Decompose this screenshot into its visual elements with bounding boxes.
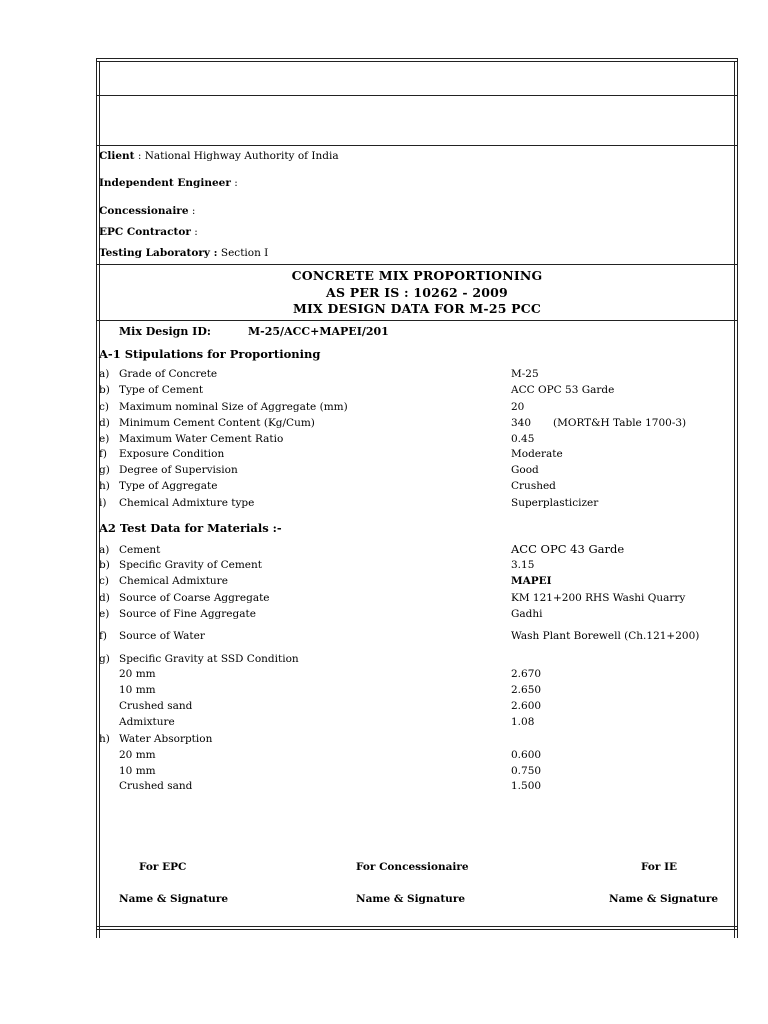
lab-label: Testing Laboratory : [99, 247, 218, 259]
border-left [96, 58, 97, 938]
a2-row-label: Source of Fine Aggregate [119, 608, 256, 620]
sig-epc-name: Name & Signature [119, 893, 229, 905]
client-value: National Highway Authority of India [144, 150, 339, 162]
a1-row-label: Chemical Admixture type [119, 497, 255, 509]
a1-row-key: d) [99, 417, 110, 429]
sg-item-label: Crushed sand [119, 700, 193, 712]
client-sep: : [134, 150, 145, 162]
engineer-sep: : [230, 177, 238, 189]
divider-4 [96, 320, 738, 321]
sg-key: g) [99, 653, 110, 665]
a1-row-value: 20 [511, 401, 525, 413]
sig-epc-label: For EPC [139, 861, 187, 873]
a1-row-value: 340 [511, 417, 532, 429]
heading-line-2: AS PER IS : 10262 - 2009 [326, 285, 508, 300]
wa-item-label: Crushed sand [119, 780, 193, 792]
border-right [737, 58, 738, 938]
a1-row-value: Moderate [511, 448, 563, 460]
section-a1-title: A-1 Stipulations for Proportioning [99, 347, 321, 361]
a1-row-key: g) [99, 464, 110, 476]
sg-item-value: 2.600 [511, 700, 542, 712]
a2-row-value: Wash Plant Borewell (Ch.121+200) [511, 630, 700, 642]
lab-value: Section I [217, 247, 269, 259]
a2-row-value: MAPEI [511, 575, 552, 587]
sg-label: Specific Gravity at SSD Condition [119, 653, 299, 665]
epc-line [99, 225, 198, 239]
border-top [96, 58, 738, 59]
mix-design-label: Mix Design ID: [119, 325, 211, 338]
mix-design-value: M-25/ACC+MAPEI/201 [248, 325, 389, 338]
a1-row-label: Minimum Cement Content (Kg/Cum) [119, 417, 315, 429]
a2-row-label: Chemical Admixture [119, 575, 228, 587]
concessionaire-label: Concessionaire [99, 205, 189, 217]
a1-row-label: Degree of Supervision [119, 464, 238, 476]
divider-bottom [96, 926, 738, 927]
a1-row-label: Grade of Concrete [119, 368, 218, 380]
a1-row-key: a) [99, 368, 110, 380]
divider-3 [96, 264, 738, 265]
a1-row-note: (MORT&H Table 1700-3) [553, 417, 687, 429]
divider-bottom-inner [96, 929, 738, 930]
sig-ie-label: For IE [641, 861, 677, 873]
a1-row-value: 0.45 [511, 433, 535, 445]
a1-row-value: M-25 [511, 368, 539, 380]
a2-row-key: f) [99, 630, 107, 642]
a1-row-key: h) [99, 480, 110, 492]
heading-line-1: CONCRETE MIX PROPORTIONING [291, 268, 543, 283]
a2-row-key: d) [99, 592, 110, 604]
a1-row-key: c) [99, 401, 109, 413]
a2-row-key: a) [99, 544, 110, 556]
divider-2 [96, 145, 738, 146]
a2-row-value: ACC OPC 43 Garde [511, 542, 625, 556]
a1-row-value: Good [511, 464, 539, 476]
a2-row-key: c) [99, 575, 109, 587]
sig-concessionaire-name: Name & Signature [356, 893, 466, 905]
a1-row-value: ACC OPC 53 Garde [511, 384, 615, 396]
section-a2-title: A2 Test Data for Materials :- [99, 521, 282, 535]
a1-row-key: i) [99, 497, 107, 509]
border-right-inner [734, 61, 735, 938]
a2-row-key: e) [99, 608, 110, 620]
lab-line [99, 246, 268, 260]
sg-item-value: 1.08 [511, 716, 535, 728]
concessionaire-sep: : [188, 205, 196, 217]
engineer-line [99, 176, 238, 190]
client-label: Client [99, 150, 135, 162]
client-line [99, 149, 339, 163]
wa-item-label: 20 mm [119, 749, 156, 761]
a1-row-label: Type of Aggregate [119, 480, 218, 492]
engineer-label: Independent Engineer [99, 177, 231, 189]
sg-item-value: 2.650 [511, 684, 542, 696]
wa-item-value: 1.500 [511, 780, 542, 792]
a1-row-key: b) [99, 384, 110, 396]
sg-item-label: 10 mm [119, 684, 156, 696]
sig-ie-name: Name & Signature [609, 893, 719, 905]
wa-item-value: 0.750 [511, 765, 542, 777]
a2-row-value: 3.15 [511, 559, 535, 571]
wa-item-label: 10 mm [119, 765, 156, 777]
a2-row-value: KM 121+200 RHS Washi Quarry [511, 592, 686, 604]
sig-concessionaire-label: For Concessionaire [356, 861, 469, 873]
a1-row-label: Exposure Condition [119, 448, 225, 460]
border-top-inner [96, 61, 738, 62]
a1-row-key: e) [99, 433, 110, 445]
epc-sep: : [190, 226, 198, 238]
a2-row-label: Source of Coarse Aggregate [119, 592, 270, 604]
a1-row-key: f) [99, 448, 107, 460]
a1-row-value: Crushed [511, 480, 556, 492]
wa-item-value: 0.600 [511, 749, 542, 761]
wa-label: Water Absorption [119, 733, 213, 745]
a2-row-value: Gadhi [511, 608, 543, 620]
sg-item-value: 2.670 [511, 668, 542, 680]
heading-line-3: MIX DESIGN DATA FOR M-25 PCC [292, 301, 542, 316]
a2-row-label: Source of Water [119, 630, 205, 642]
divider-1 [96, 95, 738, 96]
a1-row-label: Maximum nominal Size of Aggregate (mm) [119, 401, 348, 413]
a2-row-label: Cement [119, 544, 161, 556]
a1-row-label: Maximum Water Cement Ratio [119, 433, 284, 445]
concessionaire-line [99, 204, 195, 218]
a1-row-value: Superplasticizer [511, 497, 599, 509]
sg-item-label: Admixture [119, 716, 175, 728]
a2-row-label: Specific Gravity of Cement [119, 559, 262, 571]
a1-row-label: Type of Cement [119, 384, 204, 396]
sg-item-label: 20 mm [119, 668, 156, 680]
epc-label: EPC Contractor [99, 226, 191, 238]
wa-key: h) [99, 733, 110, 745]
a2-row-key: b) [99, 559, 110, 571]
